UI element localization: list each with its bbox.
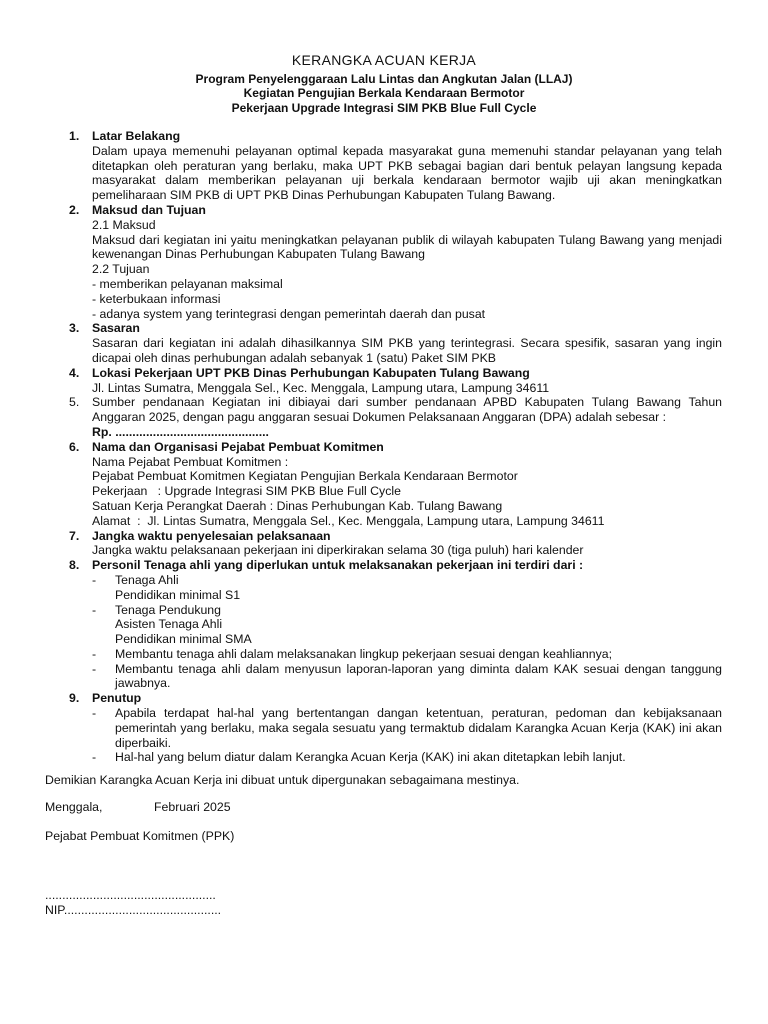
section-body [92, 455, 722, 529]
duty-text: Membantu tenaga ahli dalam menyusun laporan-laporan yang diminta dalam KAK sesuai dengan tanggung jawabnya. [115, 661, 722, 691]
section-body [92, 706, 722, 765]
section-4 [0, 366, 768, 396]
purpose-paragraph: Maksud dari kegiatan ini yaitu meningkatkan pelayanan publik di wilayah kabupaten Tulang Bawang yang menjadi kewenangan Dinas Perhubungan Kabupaten Tulang Bawang [92, 232, 722, 262]
goal-item: - adanya system yang terintegrasi dengan pemerintah daerah dan pusat [92, 306, 486, 321]
dash-bullet: - [92, 646, 97, 661]
section-number: 3. [69, 321, 80, 336]
signing-date [45, 800, 345, 815]
section-title: Nama dan Organisasi Pejabat Pembuat Komitmen [92, 439, 384, 454]
personnel-item [92, 603, 722, 647]
goal-item: - memberikan pelayanan maksimal [92, 276, 283, 291]
funding-paragraph: Sumber pendanaan Kegiatan ini dibiayai dari sumber pendanaan APBD Kabupaten Tulang Bawang Tahun Anggaran 2025, dengan pagu anggaran sesuai Dokumen Pelaksanaan Anggaran (DPA) adalah sebesar : [92, 395, 722, 425]
duration-text: Jangka waktu pelaksanaan pekerjaan ini diperkirakan selama 30 (tiga puluh) hari kalender [92, 543, 584, 558]
personnel-duty [92, 662, 722, 692]
personnel-duty [92, 647, 722, 662]
signatory-role: Pejabat Pembuat Komitmen (PPK) [45, 829, 235, 843]
section-number: 5. [69, 395, 80, 410]
section-title: Penutup [92, 691, 142, 706]
personnel-item [92, 573, 722, 603]
section-title: Personil Tenaga ahli yang diperlukan untuk melaksanakan pekerjaan ini terdiri dari : [92, 558, 584, 573]
location-address: Jl. Lintas Sumatra, Menggala Sel., Kec. Menggala, Lampung utara, Lampung 34611 [92, 380, 550, 395]
section-number: 8. [69, 558, 80, 573]
section-body [92, 218, 722, 322]
dash-bullet: - [92, 661, 97, 676]
signing-place: Menggala, [45, 800, 103, 814]
section-number: 2. [69, 202, 80, 217]
closing-item [92, 706, 722, 750]
section-body [92, 395, 722, 439]
section-9 [0, 691, 768, 765]
dash-bullet: - [92, 602, 97, 617]
section-body [92, 336, 722, 366]
activity-line: Kegiatan Pengujian Berkala Kendaraan Bermotor [243, 86, 525, 100]
section-1 [0, 129, 768, 203]
personnel-education: Pendidikan minimal SMA [115, 632, 252, 647]
section-title: Maksud dan Tujuan [92, 202, 206, 217]
official-line: Nama Pejabat Pembuat Komitmen : [92, 454, 289, 469]
section-5 [0, 395, 768, 439]
official-line: Pekerjaan : Upgrade Integrasi SIM PKB Blue Full Cycle [92, 484, 401, 499]
personnel-position: Asisten Tenaga Ahli [115, 617, 223, 632]
section-title: Lokasi Pekerjaan UPT PKB Dinas Perhubungan Kabupaten Tulang Bawang [92, 365, 530, 380]
closing-item [92, 750, 722, 765]
background-paragraph: Dalam upaya memenuhi pelayanan optimal kepada masyarakat guna memenuhi standar pelayanan yang telah ditetapkan oleh peraturan yang berlaku, maka UPT PKB sebagai bagian dari bentuk pelayan langsung kepada masyarakat dalam memberikan pelayanan uji berkala kendaraan bermotor wajib uji akan meningkatkan pemeliharaan SIM PKB di UPT PKB Dinas Perhubungan Kabupaten Tulang Bawang. [92, 143, 722, 203]
section-title: Sasaran [92, 321, 140, 336]
personnel-education: Pendidikan minimal S1 [115, 587, 241, 602]
section-8 [0, 558, 768, 691]
budget-amount: Rp. ............................................. [92, 424, 269, 439]
section-number: 7. [69, 528, 80, 543]
program-line: Program Penyelenggaraan Lalu Lintas dan Angkutan Jalan (LLAJ) [195, 72, 573, 86]
subheading-maksud: 2.1 Maksud [92, 217, 156, 232]
personnel-role: Tenaga Ahli [115, 572, 179, 587]
section-body [92, 381, 722, 396]
subheading-tujuan: 2.2 Tujuan [92, 262, 150, 277]
closing-item-text: Apabila terdapat hal-hal yang bertentangan dangan ketentuan, peraturan, pedoman dan kebijaksanaan pemerintah yang berlaku, maka segala sesuatu yang termaktub didalam Karangka Acuan Kerja (KAK) ini akan diperbaiki. [115, 706, 722, 750]
section-body [92, 573, 722, 691]
document-title: KERANGKA ACUAN KERJA [291, 52, 477, 68]
section-3 [0, 321, 768, 365]
closing-statement: Demikian Karangka Acuan Kerja ini dibuat untuk dipergunakan sebagaimana mestinya. [45, 773, 520, 787]
dash-bullet: - [92, 572, 97, 587]
goal-item: - keterbukaan informasi [92, 291, 221, 306]
section-number: 6. [69, 439, 80, 454]
personnel-role: Tenaga Pendukung [115, 602, 221, 617]
official-line: Pejabat Pembuat Komitmen Kegiatan Pengujian Berkala Kendaraan Bermotor [92, 469, 518, 484]
section-body [92, 543, 722, 558]
closing-item-text: Hal-hal yang belum diatur dalam Kerangka Acuan Kerja (KAK) ini akan ditetapkan lebih lanjut. [115, 750, 626, 765]
section-number: 9. [69, 691, 80, 706]
target-paragraph: Sasaran dari kegiatan ini adalah dihasilkannya SIM PKB yang terintegrasi. Secara spesifik, sasaran yang ingin dicapai oleh dinas perhubungan adalah sebanyak 1 (satu) Paket SIM PKB [92, 336, 722, 365]
signing-month: Februari 2025 [154, 800, 231, 814]
section-7 [0, 529, 768, 559]
dash-bullet: - [92, 750, 97, 765]
section-title: Latar Belakang [92, 129, 181, 143]
duty-text: Membantu tenaga ahli dalam melaksanakan lingkup pekerjaan sesuai dengan keahliannya; [115, 646, 612, 661]
sections [0, 129, 768, 765]
section-number: 1. [69, 129, 80, 143]
dash-bullet: - [92, 706, 97, 721]
section-6 [0, 440, 768, 529]
section-body [92, 144, 722, 203]
official-line: Satuan Kerja Perangkat Daerah : Dinas Perhubungan Kab. Tulang Bawang [92, 498, 503, 513]
signature-name-line: .................................................. [45, 888, 216, 902]
section-title: Jangka waktu penyelesaian pelaksanaan [92, 528, 331, 543]
work-line: Pekerjaan Upgrade Integrasi SIM PKB Blue Full Cycle [231, 101, 537, 115]
official-line: Alamat : Jl. Lintas Sumatra, Menggala Sel., Kec. Menggala, Lampung utara, Lampung 34611 [92, 513, 605, 528]
section-2 [0, 203, 768, 321]
nip-line: NIP.............................................. [45, 903, 222, 917]
section-number: 4. [69, 365, 80, 380]
